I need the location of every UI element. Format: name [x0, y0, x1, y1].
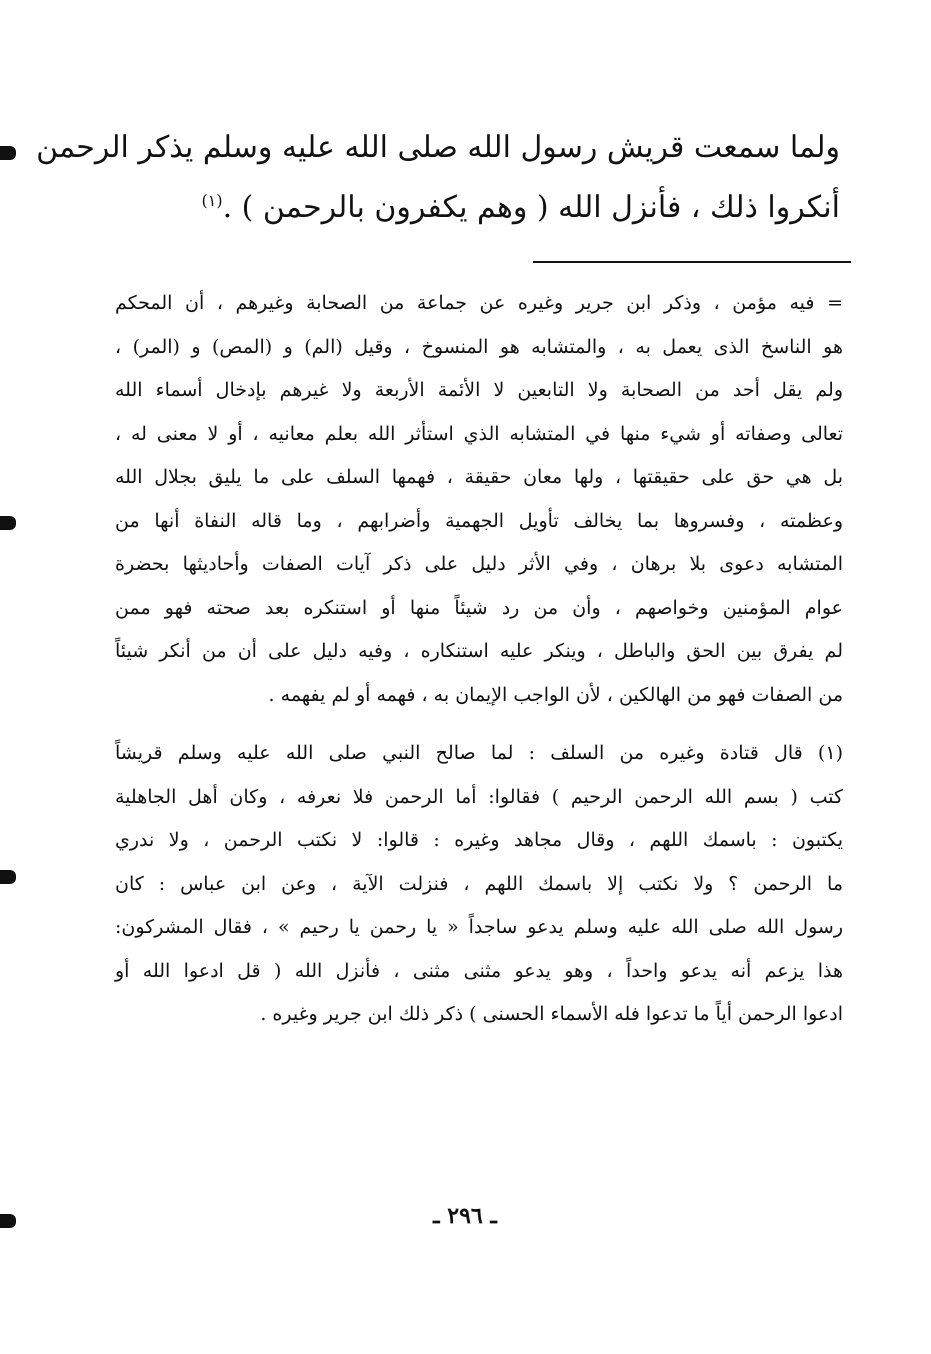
footnote-reference: (١)	[201, 191, 223, 210]
margin-mark	[0, 516, 16, 530]
main-text-line-1-content: ولما سمعت قريش رسول الله صلى الله عليه وسلم يذكر الرحمن	[36, 130, 840, 165]
main-text-line-2-content: أنكروا ذلك ، فأنزل الله ( وهم يكفرون بالرحمن ) .	[222, 190, 840, 225]
footnote-line: لم يفرق بين الحق والباطل ، وينكر عليه استنكاره ، وفيه دليل على أن من أنكر شيئاً	[115, 640, 843, 662]
footnote-separator	[533, 261, 851, 263]
main-text-line-2	[120, 178, 840, 238]
footnote-continuation	[115, 282, 843, 717]
footnote-line: من الصفات فهو من الهالكين ، لأن الواجب الإيمان به ، فهمه أو لم يفهمه .	[268, 683, 843, 706]
footnote-line: بل هي حق على حقيقتها ، ولها معان حقيقة ، فهمها السلف على ما يليق بجلال الله	[115, 466, 843, 488]
margin-mark	[0, 146, 16, 160]
page-number: ـ ٢٩٦ ـ	[433, 1203, 497, 1229]
footnote-line: تعالى وصفاته أو شيء منها في المتشابه الذي استأثر الله بعلم معانيه ، أو لا معنى له ،	[115, 422, 843, 445]
footnote-line: عوام المؤمنين وخواصهم ، وأن من رد شيئاً منها أو استنكره بعد صحته فهو ممن	[115, 596, 843, 619]
main-text-line-1	[36, 118, 840, 178]
margin-mark	[0, 870, 16, 884]
margin-mark	[0, 1214, 16, 1228]
footnote-line: ما الرحمن ؟ ولا نكتب إلا باسمك اللهم ، فنزلت الآية ، وعن ابن عباس : كان	[115, 872, 843, 895]
footnote-line: هذا يزعم أنه يدعو واحداً ، وهو يدعو مثنى مثنى ، فأنزل الله ( قل ادعوا الله أو	[115, 959, 843, 982]
footnote-line: المتشابه دعوى بلا برهان ، وفي الأثر دليل على ذكر آيات الصفات وأحاديثها بحضرة	[115, 553, 843, 575]
main-text	[36, 118, 840, 238]
footnote-1	[115, 732, 843, 1037]
footnote-line: كتب ( بسم الله الرحمن الرحيم ) فقالوا: أما الرحمن فلا نعرفه ، وكان أهل الجاهلية	[115, 785, 843, 808]
footnote-line: رسول الله صلى الله عليه وسلم يدعو ساجداً « يا رحمن يا رحيم » ، فقال المشركون:	[115, 916, 843, 938]
footnote-line: يكتبون : باسمك اللهم ، وقال مجاهد وغيره : قالوا: لا نكتب الرحمن ، ولا ندري	[115, 829, 843, 851]
footnote-line: هو الناسخ الذى يعمل به ، والمتشابه هو المنسوخ ، وقيل (الم) و (المص) و (المر) ،	[115, 335, 843, 358]
footnote-line: وعظمته ، وفسروها بما يخالف تأويل الجهمية وأضرابهم ، وما قاله النفاة أنها من	[115, 509, 843, 532]
footnote-line: = فيه مؤمن ، وذكر ابن جرير وغيره عن جماعة من الصحابة وغيرهم ، أن المحكم	[115, 292, 843, 314]
footnote-line: (١) قال قتادة وغيره من السلف : لما صالح النبي صلى الله عليه وسلم قريشاً	[115, 742, 843, 764]
footnote-line: ولم يقل أحد من الصحابة ولا التابعين لا الأئمة الأربعة ولا غيرهم بإدخال أسماء الله	[115, 379, 843, 401]
footnote-line: ادعوا الرحمن أياً ما تدعوا فله الأسماء الحسنى ) ذكر ذلك ابن جرير وغيره .	[260, 1003, 843, 1025]
